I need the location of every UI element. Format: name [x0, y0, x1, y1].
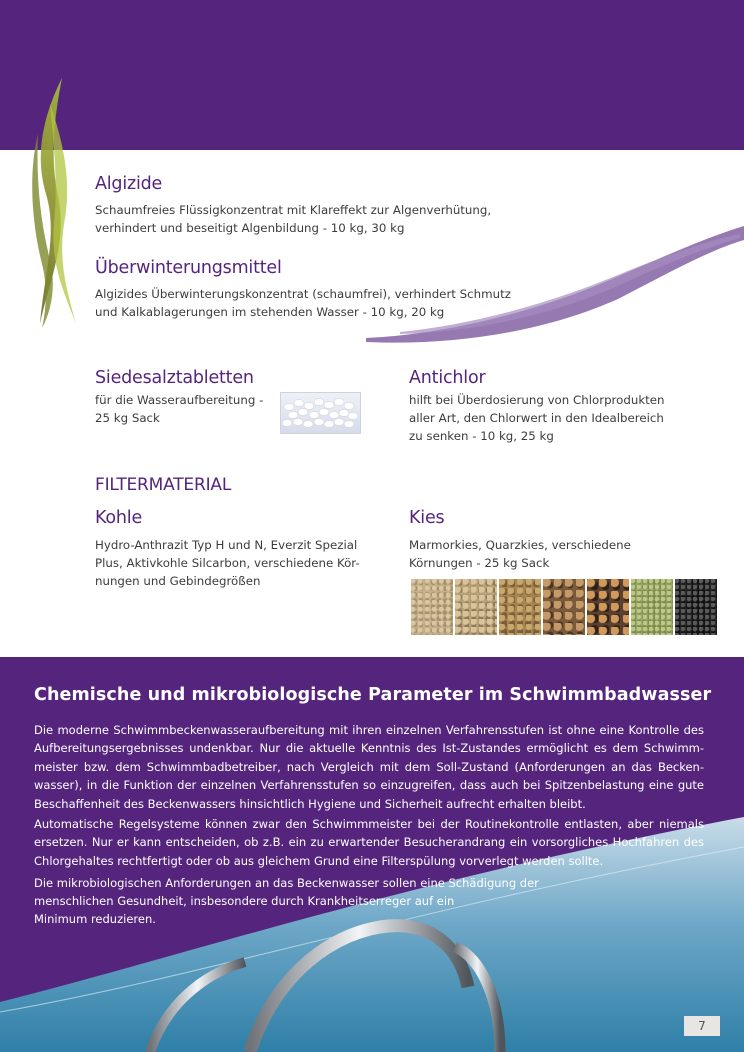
- antichlor-desc-line1: hilft bei Überdosierung von Chlorprodukten: [409, 393, 665, 407]
- algizide-desc-line1: Schaumfreies Flüssigkonzentrat mit Klareffekt zur Algenverhütung,: [95, 203, 492, 217]
- parameters-paragraph-3-line1: Die mikrobiologischen Anforderungen an das Beckenwasser sollen eine Schädigung der: [34, 876, 539, 890]
- algae-illustration: [24, 74, 84, 330]
- gravel-samples: [411, 579, 717, 635]
- antichlor-desc-line3: zu senken - 10 kg, 25 kg: [409, 429, 554, 443]
- kohle-desc-line3: nungen und Gebindegrößen: [95, 574, 261, 588]
- ueberwinterung-desc-line2: und Kalkablagerungen im stehenden Wasser - 10 kg, 20 kg: [95, 305, 445, 319]
- kohle-desc-line2: Plus, Aktivkohle Silcarbon, verschiedene Kör-: [95, 556, 360, 570]
- salt-tablets-image: [280, 392, 361, 434]
- antichlor-desc-line2: aller Art, den Chlorwert in den Idealbereich: [409, 411, 664, 425]
- parameters-paragraph-3-line3: Minimum reduzieren.: [34, 912, 156, 926]
- parameters-paragraph-1: Die moderne Schwimmbeckenwasseraufbereitung mit ihren einzelnen Verfahrensstufen ist ohne eine Kontrolle des Aufbereitungsergebnisses undenkbar. Nur die aktuelle Kenntnis des Ist-Zustandes ermöglicht es dem Schwimm-meister bzw. dem Schwimmbadbetreiber, nach Vergleich mit dem Soll-Zustand (Anforderungen an das Becken-wasser), in die Funktion der einzelnen Verfahrensstufen so einzugreifen, dass auch bei Spitzenbelastung eine gute Beschaffenheit des Beckenwassers hinsichtlich Hygiene und Sicherheit aufrecht erhalten bleibt.: [34, 723, 704, 811]
- kohle-title: Kohle: [95, 508, 143, 528]
- siedesalz-desc-line1: für die Wasseraufbereitung -: [95, 393, 264, 407]
- algizide-title: Algizide: [95, 174, 163, 194]
- page-number: 7: [684, 1016, 720, 1036]
- gravel-sample-image: [543, 579, 585, 635]
- gravel-sample-image: [631, 579, 673, 635]
- ueberwinterung-title: Überwinterungsmittel: [95, 258, 282, 278]
- antichlor-title: Antichlor: [409, 368, 486, 388]
- siedesalz-title: Siedesalztabletten: [95, 368, 254, 388]
- filtermaterial-heading: FILTERMATERIAL: [95, 475, 232, 495]
- parameters-title: Chemische und mikrobiologische Parameter im Schwimmbadwasser: [34, 685, 712, 705]
- siedesalz-desc-line2: 25 kg Sack: [95, 411, 160, 425]
- parameters-paragraph-3-line2: menschlichen Gesundheit, insbesondere durch Krankheitserreger auf ein: [34, 894, 455, 908]
- gravel-sample-image: [587, 579, 629, 635]
- kies-desc-line1: Marmorkies, Quarzkies, verschiedene: [409, 538, 631, 552]
- gravel-sample-image: [499, 579, 541, 635]
- kies-title: Kies: [409, 508, 445, 528]
- kohle-desc-line1: Hydro-Anthrazit Typ H und N, Everzit Spezial: [95, 538, 358, 552]
- gravel-sample-image: [675, 579, 717, 635]
- parameters-paragraph-2: Automatische Regelsysteme können zwar den Schwimmmeister bei der Routinekontrolle entlasten, aber niemals ersetzen. Nur er kann entscheiden, ob z.B. ein zu erwartender Besucherandrang ein vorsorgliches Hochfahren des Chlorgehaltes rechtfertigt oder ob aus gleichem Grund eine Filterspülung vorverlegt werden sollte.: [34, 817, 704, 868]
- ueberwinterung-desc-line1: Algizides Überwinterungskonzentrat (schaumfrei), verhindert Schmutz: [95, 287, 511, 301]
- gravel-sample-image: [455, 579, 497, 635]
- gravel-sample-image: [411, 579, 453, 635]
- kies-desc-line2: Körnungen - 25 kg Sack: [409, 556, 550, 570]
- top-band: [0, 0, 744, 150]
- algizide-desc-line2: verhindert und beseitigt Algenbildung - 10 kg, 30 kg: [95, 221, 405, 235]
